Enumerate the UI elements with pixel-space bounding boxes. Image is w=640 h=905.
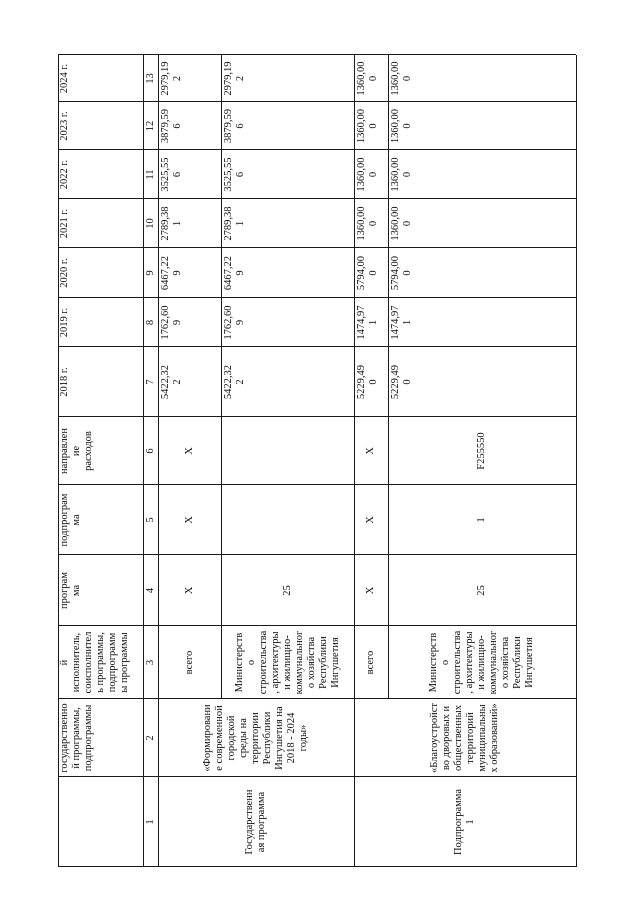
amount-cell-text: 5794,00 0 (356, 255, 379, 291)
header-year-text: 2020 г. (59, 258, 70, 288)
header-year-text: 2019 г. (59, 307, 70, 338)
amount-cell (158, 150, 221, 199)
subprogram-code (354, 485, 388, 555)
amount-cell (388, 55, 576, 102)
amount-cell-text: 1360,00 0 (390, 206, 413, 241)
program-code-text: 25 (281, 585, 293, 596)
column-number (143, 199, 158, 248)
direction-code-text: X (365, 447, 376, 455)
column-number-text: 6 (144, 448, 156, 454)
amount-cell-text: 1474,97 1 (356, 305, 379, 340)
column-number-text: 5 (144, 517, 156, 523)
amount-cell (221, 248, 354, 298)
executor-cell (354, 626, 388, 699)
amount-cell (221, 55, 354, 102)
program-code (158, 555, 221, 626)
subprogram-code-text: X (183, 516, 195, 524)
header-program-text: програм ма (59, 572, 82, 609)
amount-cell (388, 298, 576, 347)
amount-cell (388, 150, 576, 199)
header-name (58, 699, 143, 777)
amount-cell (221, 347, 354, 417)
amount-cell (158, 248, 221, 298)
direction-code (388, 417, 576, 485)
column-number (143, 347, 158, 417)
amount-cell (221, 150, 354, 199)
direction-code-text: F255550 (476, 432, 487, 470)
amount-cell (221, 298, 354, 347)
amount-cell-text: 1360,00 0 (356, 206, 379, 241)
amount-cell (158, 347, 221, 417)
subprogram-code (158, 485, 221, 555)
column-number-text: 4 (144, 587, 156, 594)
amount-cell-text: 5422,32 2 (160, 364, 183, 400)
amount-cell-text: 5794,00 0 (390, 255, 413, 291)
amount-cell (158, 199, 221, 248)
amount-cell-text: 1360,00 0 (356, 157, 379, 192)
executor-cell-text: всего (183, 650, 195, 675)
program-code-text: X (365, 586, 376, 595)
amount-cell (388, 102, 576, 150)
column-number-text: 10 (144, 218, 156, 229)
column-number-text: 3 (144, 659, 156, 666)
level-label (354, 777, 576, 867)
executor-cell (388, 626, 576, 699)
column-number-text: 13 (144, 73, 156, 84)
header-year (58, 199, 143, 248)
column-number (143, 485, 158, 555)
header-year (58, 102, 143, 150)
amount-cell-text: 2979,19 2 (223, 61, 246, 96)
level-label (158, 777, 354, 867)
column-number-text: 8 (144, 319, 156, 326)
amount-cell-text: 3525,55 6 (160, 157, 183, 192)
column-number (143, 55, 158, 102)
amount-cell (354, 199, 388, 248)
header-year (58, 55, 143, 102)
executor-cell (158, 626, 221, 699)
amount-cell (354, 55, 388, 102)
amount-cell-text: 5422,32 2 (223, 364, 246, 400)
header-year-text: 2018 г. (59, 367, 70, 397)
column-number (143, 102, 158, 150)
amount-cell-text: 5229,49 0 (356, 364, 379, 400)
direction-code (158, 417, 221, 485)
amount-cell-text: 1762,60 9 (160, 305, 183, 340)
executor-cell-text: всего (365, 650, 376, 675)
column-number (143, 777, 158, 867)
header-program (58, 555, 143, 626)
amount-cell-text: 1474,97 1 (390, 305, 413, 340)
amount-cell-text: 3879,59 6 (223, 108, 246, 144)
budget-table (58, 55, 576, 867)
header-year (58, 248, 143, 298)
program-name-text: «Благоустройст во дворовых и общественных территорий муниципальны х образований» (429, 703, 500, 773)
column-number-text: 9 (144, 270, 156, 276)
amount-cell (158, 298, 221, 347)
column-number (143, 555, 158, 626)
header-year (58, 298, 143, 347)
subprogram-code-text: 1 (476, 517, 487, 523)
header-year (58, 150, 143, 199)
column-number (143, 248, 158, 298)
program-name (158, 699, 354, 777)
amount-cell-text: 3525,55 6 (223, 157, 246, 192)
level-label-text: Подпрограмма 1 (453, 788, 476, 856)
column-number-text: 12 (144, 120, 156, 132)
amount-cell (388, 248, 576, 298)
amount-cell-text: 1762,60 9 (223, 305, 246, 340)
column-number (143, 626, 158, 699)
header-level (58, 777, 143, 867)
amount-cell (158, 55, 221, 102)
executor-cell-text: Министерств о строительства , архитектуры и жилищно- коммунальног о хозяйства Республики Ингушетия (428, 630, 535, 695)
amount-cell-text: 1360,00 0 (356, 61, 379, 96)
subprogram-code (221, 485, 354, 555)
level-label-text: Государственн ая программа (244, 789, 267, 855)
amount-cell (388, 347, 576, 417)
header-year-text: 2024 г. (59, 63, 70, 94)
header-subprogram (58, 485, 143, 555)
amount-cell (354, 150, 388, 199)
program-code (354, 555, 388, 626)
program-code-text: 25 (476, 585, 487, 596)
program-code (388, 555, 576, 626)
header-year-text: 2021 г. (59, 208, 70, 239)
header-executor (58, 626, 143, 699)
column-number-text: 7 (144, 379, 156, 385)
program-name (354, 699, 576, 777)
amount-cell-text: 1360,00 0 (390, 157, 413, 192)
column-number (143, 298, 158, 347)
amount-cell-text: 2789,38 1 (160, 206, 183, 241)
header-name-text: государственно й программы, подпрограммы (59, 703, 94, 773)
direction-code-text: X (183, 447, 195, 455)
header-year-text: 2022 г. (59, 159, 70, 190)
header-executor-text: й исполнитель, соисполнител ь программы, подпрограмм ы программы (59, 631, 130, 694)
header-direction-text: направлен ие расходов (59, 428, 94, 475)
program-code (221, 555, 354, 626)
column-number (143, 150, 158, 199)
amount-cell-text: 2789,38 1 (223, 206, 246, 241)
amount-cell-text: 1360,00 0 (390, 108, 413, 144)
amount-cell-text: 5229,49 0 (390, 364, 413, 400)
row-divider (576, 55, 577, 867)
program-code-text: X (183, 586, 195, 595)
header-year (58, 347, 143, 417)
amount-cell (354, 298, 388, 347)
column-number (143, 699, 158, 777)
amount-cell (354, 102, 388, 150)
header-subprogram-text: подпрограм ма (59, 493, 82, 547)
amount-cell (388, 199, 576, 248)
executor-cell (221, 626, 354, 699)
column-number-text: 1 (144, 819, 156, 825)
amount-cell (354, 248, 388, 298)
amount-cell (221, 102, 354, 150)
amount-cell-text: 1360,00 0 (356, 108, 379, 144)
amount-cell (354, 347, 388, 417)
program-name-text: «Формировани е современной городской среды на территории Республики Ингушетия на 2018 - 2024 годы» (202, 704, 309, 772)
amount-cell-text: 6467,22 9 (160, 255, 183, 291)
amount-cell-text: 1360,00 0 (390, 61, 413, 96)
subprogram-code-text: X (365, 516, 376, 524)
direction-code (354, 417, 388, 485)
executor-cell-text: Министерств о строительства , архитектуры и жилищно- коммунальног о хозяйства Республики Ингушетия (233, 630, 341, 695)
column-number (143, 417, 158, 485)
direction-code (221, 417, 354, 485)
amount-cell-text: 3879,59 6 (160, 108, 183, 144)
header-direction (58, 417, 143, 485)
column-number-text: 11 (144, 169, 156, 180)
header-year-text: 2023 г. (59, 111, 70, 141)
amount-cell-text: 6467,22 9 (223, 255, 246, 291)
amount-cell (221, 199, 354, 248)
amount-cell (158, 102, 221, 150)
subprogram-code (388, 485, 576, 555)
amount-cell-text: 2979,19 2 (160, 61, 183, 96)
column-number-text: 2 (144, 735, 156, 741)
